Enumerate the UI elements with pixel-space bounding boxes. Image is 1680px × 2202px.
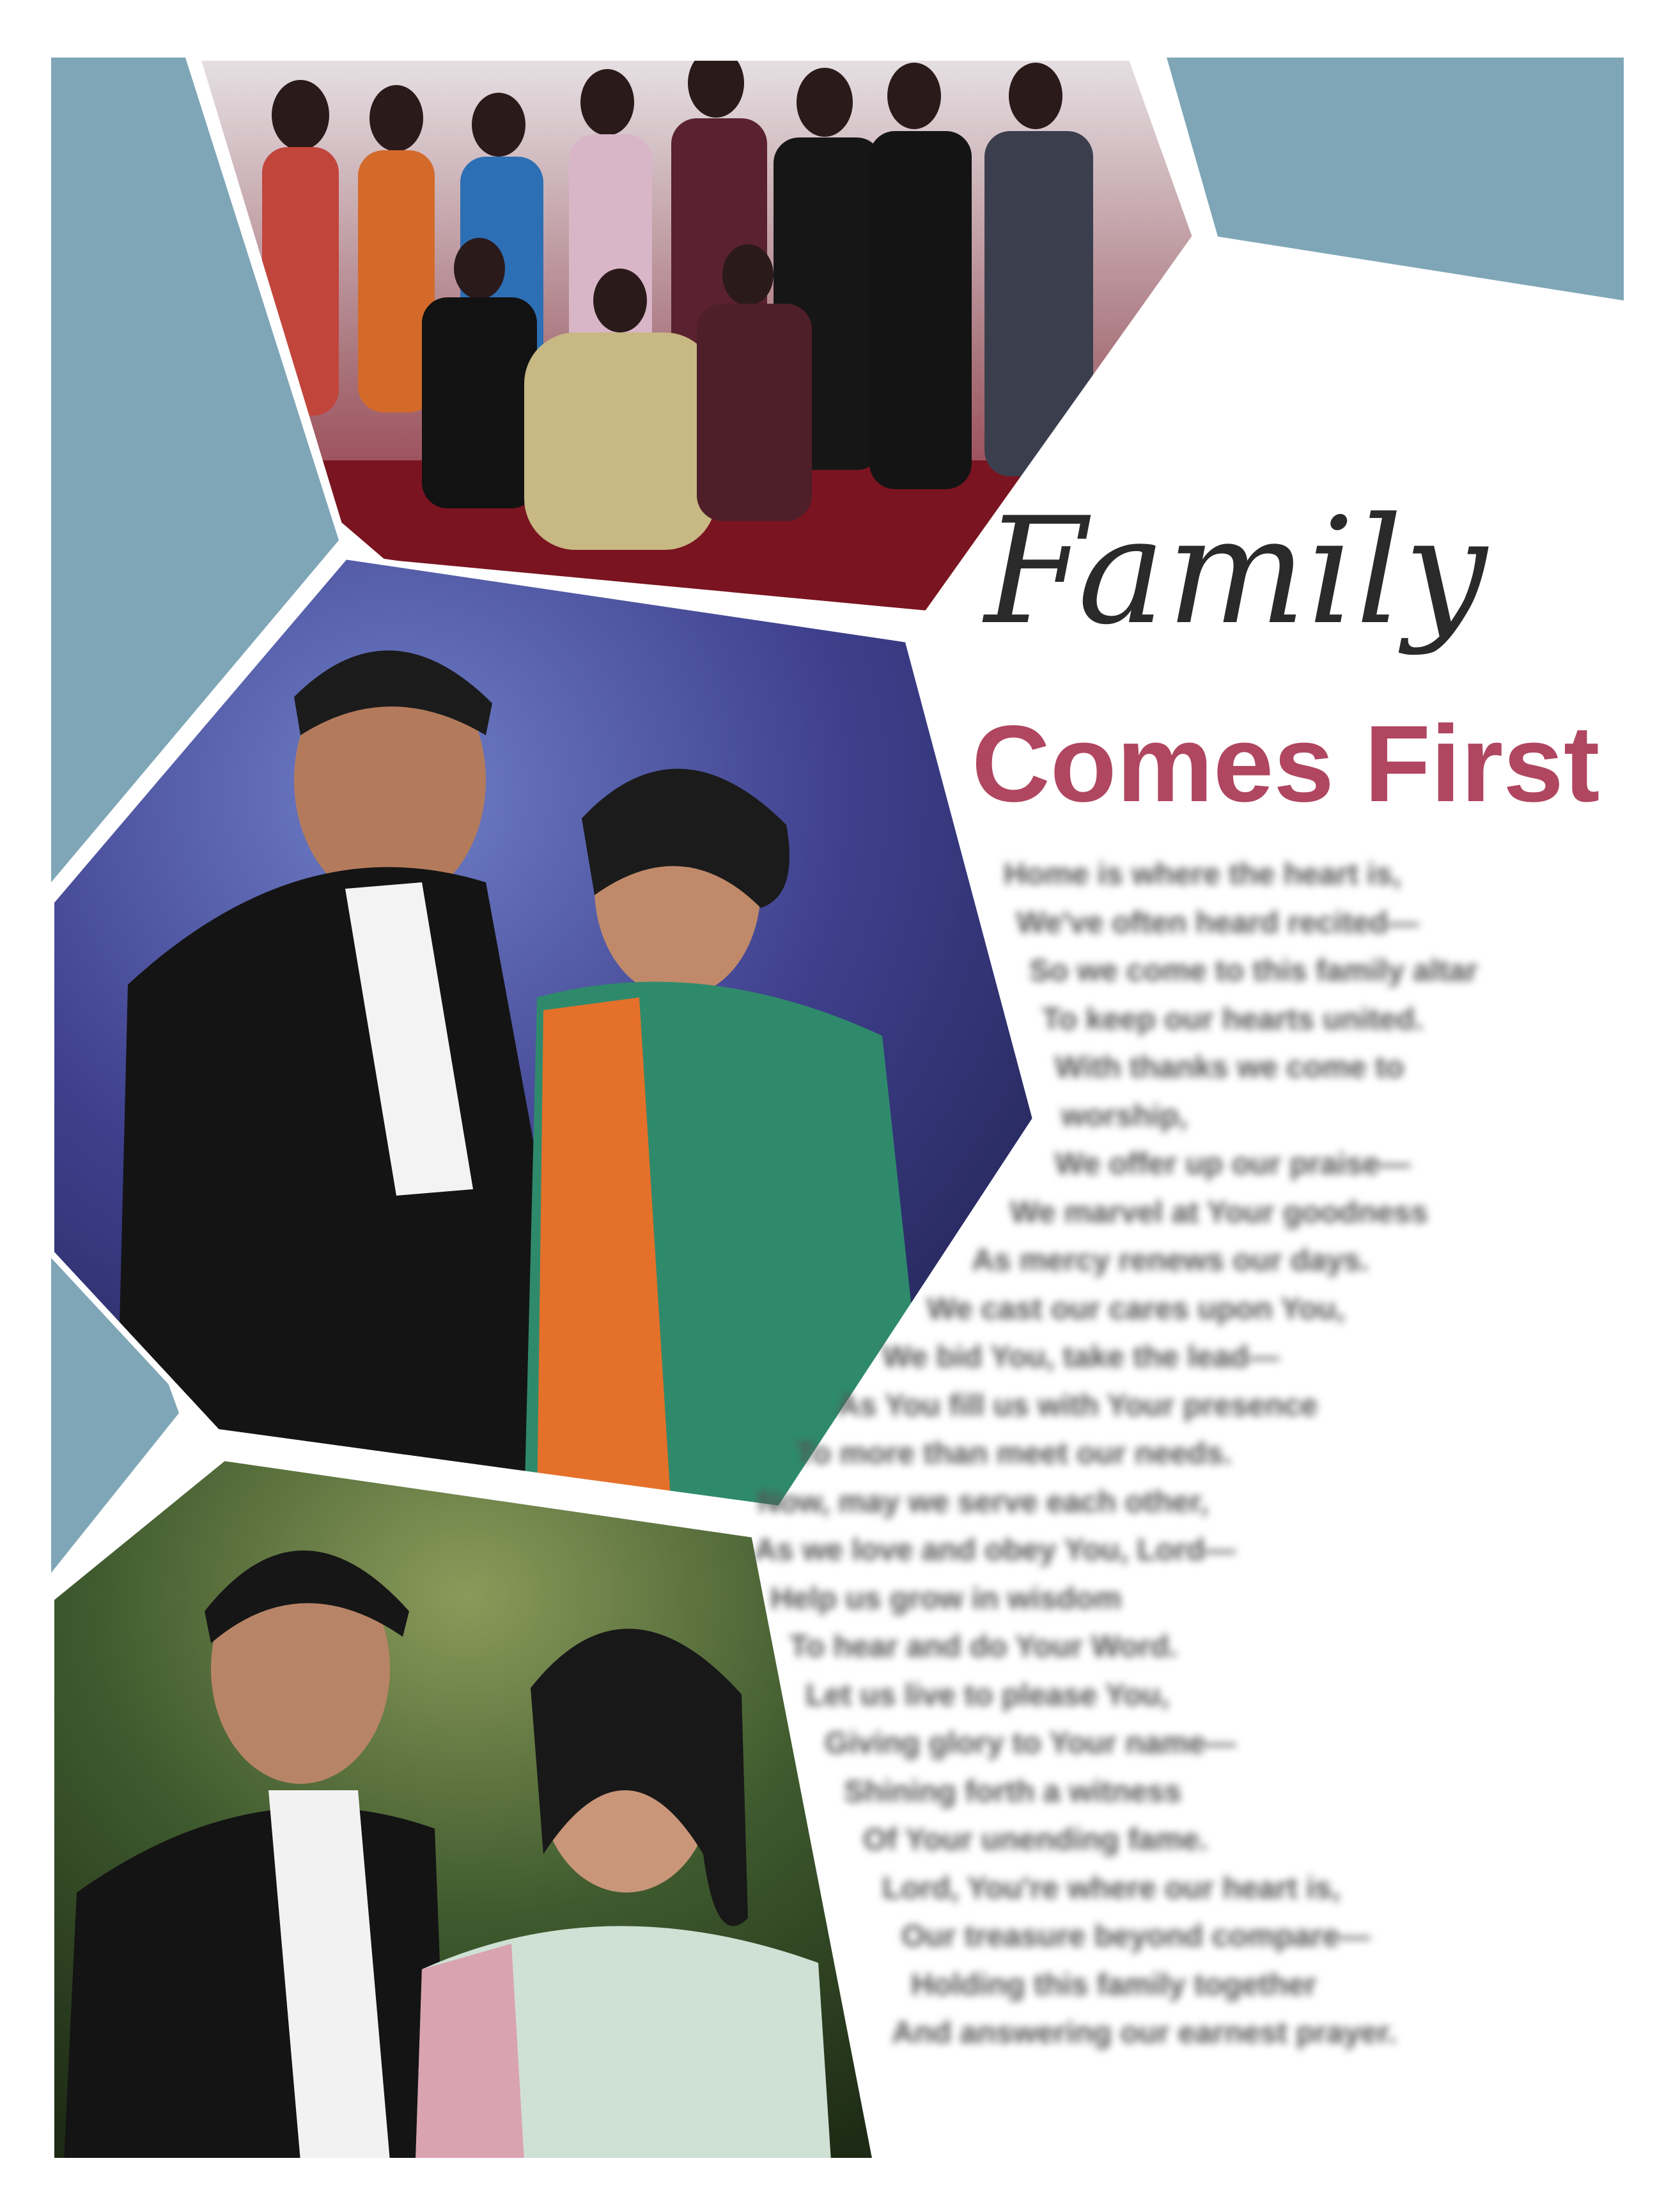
poem-line: And answering our earnest prayer. [892, 2016, 1397, 2050]
poem-line: We've often heard recited— [1016, 905, 1419, 940]
poem-line: Shining forth a witness [844, 1774, 1182, 1809]
poem-line: As You fill us with Your presence [837, 1388, 1318, 1423]
poem-line: So we come to this family altar [1029, 954, 1478, 988]
poem-line: To keep our hearts united. [1042, 1002, 1424, 1036]
title-headline: Comes First [972, 703, 1600, 825]
poem [735, 850, 1649, 2078]
poem-line: Now, may we serve each other, [758, 1485, 1209, 1519]
poem-line: With thanks we come to [1055, 1050, 1404, 1084]
poem-line: Lord, You're where our heart is, [882, 1871, 1341, 1905]
poem-line: Giving glory to Your name— [825, 1726, 1236, 1760]
poem-line: We marvel at Your goodness [1010, 1195, 1428, 1230]
poem-line: As we love and obey You, Lord— [754, 1533, 1236, 1567]
poem-line: worship, [1061, 1098, 1188, 1133]
poem-line: Holding this family together [911, 1967, 1317, 2002]
poem-line: To hear and do Your Word. [789, 1630, 1178, 1664]
panel-top-right [1167, 58, 1624, 301]
poem-line: Let us live to please You, [805, 1678, 1170, 1712]
poem-line: Help us grow in wisdom [770, 1581, 1122, 1616]
poem-line: As mercy renews our days. [972, 1244, 1369, 1277]
title-script: Family [984, 487, 1489, 657]
poem-line: We offer up our praise— [1055, 1147, 1411, 1181]
poem-line: Home is where the heart is, [1004, 857, 1401, 891]
poem-line: We cast our cares upon You, [927, 1292, 1345, 1326]
poem-line: Of Your unending fame. [863, 1823, 1208, 1857]
poem-line: We bid You, take the lead— [882, 1340, 1280, 1374]
poem-line: To more than meet our needs. [796, 1437, 1232, 1471]
poem-line: Our treasure beyond compare— [901, 1919, 1371, 1953]
